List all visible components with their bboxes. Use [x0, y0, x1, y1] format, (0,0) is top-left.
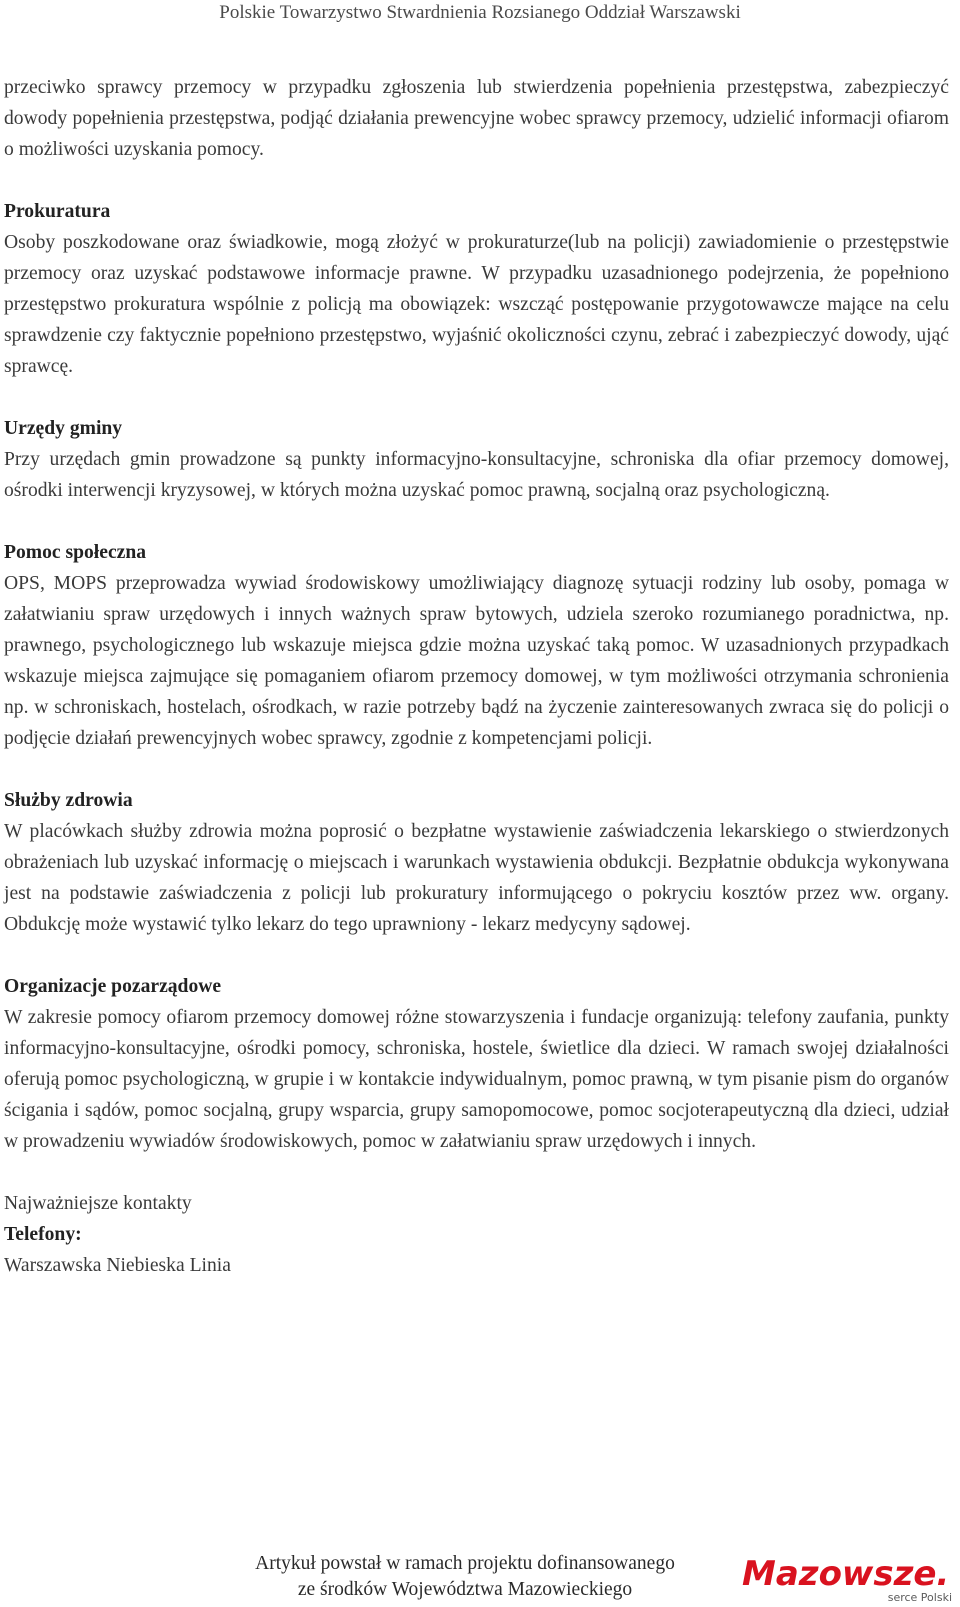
footer-funding-note: [180, 1551, 750, 1603]
contacts-line: Warszawska Niebieska Linia: [4, 1255, 231, 1276]
section-text: Osoby poszkodowane oraz świadkowie, mogą złożyć w prokuraturze(lub na policji) zawiadomienie o przestępstwie przemocy oraz uzyskać podstawowe informacje prawne. W przypadku uzasadnionego podejrzenia, że popełniono przestępstwo prokuratura wspólnie z policją ma obowiązek: wszcząć postępowanie przygotowawcze mające na celu sprawdzenie czy faktycznie popełniono przestępstwo, wyjaśnić okoliczności czynu, zebrać i zabezpieczyć dowody, ująć sprawcę.: [4, 232, 949, 377]
page-header: [0, 0, 960, 24]
section-title: Prokuratura: [4, 201, 111, 222]
contacts-block: [4, 1188, 949, 1281]
section-urzedy-gminy: [4, 413, 949, 506]
section-title: Organizacje pozarządowe: [4, 976, 222, 997]
document-body: [4, 72, 949, 1281]
logo-subtitle: serce Polski: [887, 1591, 952, 1604]
contacts-phones-title: Telefony:: [4, 1224, 82, 1245]
contacts-intro: Najważniejsze kontakty: [4, 1193, 192, 1214]
section-prokuratura: [4, 196, 949, 382]
section-organizacje-pozarzadowe: [4, 971, 949, 1157]
section-text: Przy urzędach gmin prowadzone są punkty informacyjno-konsultacyjne, schroniska dla ofiar przemocy domowej, ośrodki interwencji kryzysowej, w których można uzyskać pomoc prawną, socjalną oraz psychologiczną.: [4, 449, 949, 501]
section-pomoc-spoleczna: [4, 537, 949, 754]
section-text: W placówkach służby zdrowia można poprosić o bezpłatne wystawienie zaświadczenia lekarskiego o stwierdzonych obrażeniach lub uzyskać informację o miejscach i warunkach wystawienia obdukcji. Bezpłatnie obdukcja wykonywana jest na podstawie zaświadczenia z policji lub prokuratury informującego o pokryciu kosztów przez ww. organy. Obdukcję może wystawić tylko lekarz do tego uprawniony - lekarz medycyny sądowej.: [4, 821, 949, 935]
header-title: Polskie Towarzystwo Stwardnienia Rozsianego Oddział Warszawski: [219, 2, 741, 23]
footer-line-1: Artykuł powstał w ramach projektu dofinansowanego: [255, 1553, 675, 1574]
section-title: Pomoc społeczna: [4, 542, 147, 563]
logo-word: Mazowsze.: [742, 1554, 950, 1594]
section-title: Służby zdrowia: [4, 790, 133, 811]
section-text: OPS, MOPS przeprowadza wywiad środowiskowy umożliwiający diagnozę sytuacji rodziny lub osoby, pomaga w załatwianiu spraw urzędowych i innych ważnych spraw bytowych, udziela szeroko rozumianego poradnictwa, np. prawnego, psychologicznego lub wskazuje miejsca gdzie można uzyskać taką pomoc. W uzasadnionych przypadkach wskazuje miejsca zajmujące się pomaganiem ofiarom przemocy domowej, w tym możliwości otrzymania schronienia np. w schroniskach, hostelach, ośrodkach, w razie potrzeby bądź na życzenie zainteresowanych zwraca się do policji o podjęcie działań prewencyjnych wobec sprawcy, zgodnie z kompetencjami policji.: [4, 573, 949, 749]
section-text: W zakresie pomocy ofiarom przemocy domowej różne stowarzyszenia i fundacje organizują: telefony zaufania, punkty informacyjno-konsultacyjne, ośrodki pomocy, schroniska, hostele, świetlice dla dzieci. W ramach swojej działalności oferują pomoc psychologiczną, w grupie i w kontakcie indywidualnym, pomoc prawną, w tym pisanie pism do organów ścigania i sądów, pomoc socjalną, grupy wsparcia, grupy samopomocowe, pomoc socjoterapeutyczną dla dzieci, udział w prowadzeniu wywiadów środowiskowych, pomoc w załatwianiu spraw urzędowych i innych.: [4, 1007, 949, 1152]
section-title: Urzędy gminy: [4, 418, 123, 439]
section-sluzby-zdrowia: [4, 785, 949, 940]
intro-paragraph: przeciwko sprawcy przemocy w przypadku zgłoszenia lub stwierdzenia popełnienia przestępstwa, zabezpieczyć dowody popełnienia przestępstwa, podjąć działania prewencyjne wobec sprawcy przemocy, udzielić informacji ofiarom o możliwości uzyskania pomocy.: [4, 77, 949, 160]
footer-line-2: ze środków Województwa Mazowieckiego: [297, 1579, 633, 1600]
mazowsze-logo: [742, 1555, 952, 1607]
